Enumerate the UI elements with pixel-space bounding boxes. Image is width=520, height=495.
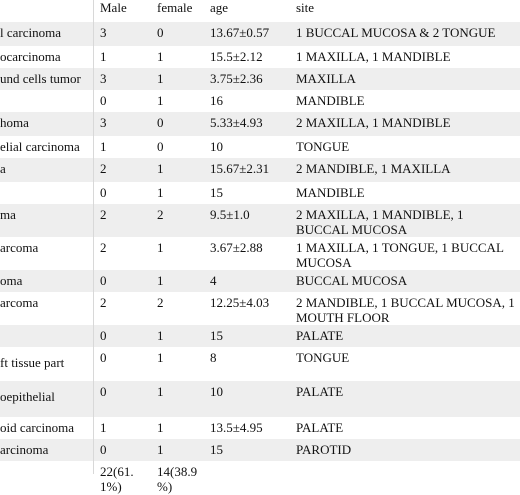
male-cell: 0 — [93, 381, 150, 417]
table-row — [0, 439, 520, 461]
female-cell: 1 — [150, 90, 203, 112]
diagnosis-cell — [0, 461, 93, 495]
site-cell: PALATE — [289, 325, 520, 347]
age-cell: 15.5±2.12 — [203, 46, 289, 68]
male-cell: 3 — [93, 68, 150, 90]
female-cell: 0 — [150, 136, 203, 158]
diagnosis-cell: ma — [0, 204, 93, 237]
table-row — [0, 204, 520, 237]
female-cell: 0 — [150, 22, 203, 46]
site-cell: PALATE — [289, 417, 520, 439]
male-total-line-2: 1%) — [100, 479, 122, 494]
female-total-line: 14(38.9 — [157, 464, 198, 479]
table-row — [0, 417, 520, 439]
age-cell: 3.67±2.88 — [203, 237, 289, 270]
diagnosis-cell: und cells tumor — [0, 68, 93, 90]
table-row — [0, 22, 520, 46]
table-row — [0, 292, 520, 325]
site-cell: MANDIBLE — [289, 182, 520, 204]
table-row — [0, 347, 520, 381]
male-total-line: 22(61. — [100, 464, 134, 479]
table-row — [0, 381, 520, 417]
diagnosis-cell: elial carcinoma — [0, 136, 93, 158]
female-cell: 1 — [150, 68, 203, 90]
age-cell: 15 — [203, 325, 289, 347]
site-cell: TONGUE — [289, 136, 520, 158]
diagnosis-cell: ft tissue part — [0, 347, 93, 381]
diagnosis-cell: l carcinoma — [0, 22, 93, 46]
diagnosis-cell: oma — [0, 270, 93, 292]
age-cell: 5.33±4.93 — [203, 112, 289, 136]
age-cell: 12.25±4.03 — [203, 292, 289, 325]
table-row — [0, 182, 520, 204]
diagnosis-cell: ocarcinoma — [0, 46, 93, 68]
female-cell: 2 — [150, 292, 203, 325]
header-row — [0, 0, 520, 22]
site-cell — [289, 292, 520, 325]
age-cell: 10 — [203, 136, 289, 158]
female-cell: 1 — [150, 325, 203, 347]
male-cell: 0 — [93, 90, 150, 112]
site-line-2: MUCOSA — [296, 255, 352, 270]
male-cell: 1 — [93, 417, 150, 439]
diagnosis-cell — [0, 90, 93, 112]
female-cell: 1 — [150, 381, 203, 417]
table-row — [0, 112, 520, 136]
female-cell: 1 — [150, 237, 203, 270]
header-age: age — [203, 0, 289, 22]
age-cell: 9.5±1.0 — [203, 204, 289, 237]
header-site: site — [289, 0, 520, 22]
diagnosis-cell: arcoma — [0, 292, 93, 325]
site-cell: PAROTID — [289, 439, 520, 461]
age-cell: 15 — [203, 439, 289, 461]
age-cell: 16 — [203, 90, 289, 112]
male-cell: 0 — [93, 270, 150, 292]
diagnosis-cell: homa — [0, 112, 93, 136]
site-cell: BUCCAL MUCOSA — [289, 270, 520, 292]
site-cell: 1 MAXILLA, 1 MANDIBLE — [289, 46, 520, 68]
header-diagnosis — [0, 0, 93, 22]
male-cell: 3 — [93, 22, 150, 46]
site-cell: 2 MANDIBLE, 1 MAXILLA — [289, 158, 520, 182]
site-cell: 1 BUCCAL MUCOSA & 2 TONGUE — [289, 22, 520, 46]
table-row — [0, 68, 520, 90]
age-cell: 15.67±2.31 — [203, 158, 289, 182]
age-cell: 3.75±2.36 — [203, 68, 289, 90]
diagnosis-cell: a — [0, 158, 93, 182]
table-row — [0, 46, 520, 68]
site-cell — [289, 204, 520, 237]
site-line-2: MOUTH FLOOR — [296, 310, 390, 325]
male-cell: 0 — [93, 182, 150, 204]
male-cell: 2 — [93, 237, 150, 270]
diagnosis-cell: arcinoma — [0, 439, 93, 461]
diagnosis-cell — [0, 325, 93, 347]
male-cell: 0 — [93, 347, 150, 381]
site-cell: MANDIBLE — [289, 90, 520, 112]
site-line: 1 MAXILLA, 1 TONGUE, 1 BUCCAL — [296, 240, 504, 255]
header-female: female — [150, 0, 203, 22]
diagnosis-cell: oepithelial — [0, 381, 93, 417]
male-cell: 2 — [93, 204, 150, 237]
site-cell — [289, 461, 520, 495]
site-cell: TONGUE — [289, 347, 520, 381]
diagnosis-cell — [0, 182, 93, 204]
female-cell: 1 — [150, 270, 203, 292]
table-row — [0, 270, 520, 292]
table-row — [0, 461, 520, 495]
male-cell: 0 — [93, 439, 150, 461]
age-cell: 15 — [203, 182, 289, 204]
male-cell: 0 — [93, 325, 150, 347]
site-line: 2 MANDIBLE, 1 BUCCAL MUCOSA, 1 — [296, 295, 515, 310]
site-line-2: BUCCAL MUCOSA — [296, 222, 408, 237]
table-row — [0, 325, 520, 347]
table-row — [0, 237, 520, 270]
female-cell: 1 — [150, 347, 203, 381]
site-cell: PALATE — [289, 381, 520, 417]
female-total-line-2: %) — [157, 479, 173, 494]
age-cell: 10 — [203, 381, 289, 417]
male-cell: 1 — [93, 136, 150, 158]
female-cell: 1 — [150, 439, 203, 461]
table-row — [0, 90, 520, 112]
site-line: 2 MAXILLA, 1 MANDIBLE, 1 — [296, 207, 464, 222]
female-cell — [150, 461, 203, 495]
male-cell: 2 — [93, 292, 150, 325]
diagnosis-cell: oid carcinoma — [0, 417, 93, 439]
site-cell: 2 MAXILLA, 1 MANDIBLE — [289, 112, 520, 136]
table-row — [0, 136, 520, 158]
male-cell: 3 — [93, 112, 150, 136]
column-divider — [93, 0, 94, 474]
site-cell: MAXILLA — [289, 68, 520, 90]
diagnosis-cell: arcoma — [0, 237, 93, 270]
male-cell: 1 — [93, 46, 150, 68]
age-cell: 13.5±4.95 — [203, 417, 289, 439]
female-cell: 1 — [150, 182, 203, 204]
age-cell: 8 — [203, 347, 289, 381]
age-cell: 13.67±0.57 — [203, 22, 289, 46]
female-cell: 1 — [150, 46, 203, 68]
male-cell — [93, 461, 150, 495]
female-cell: 1 — [150, 417, 203, 439]
female-cell: 2 — [150, 204, 203, 237]
female-cell: 1 — [150, 158, 203, 182]
site-cell — [289, 237, 520, 270]
age-cell — [203, 461, 289, 495]
male-cell: 2 — [93, 158, 150, 182]
female-cell: 0 — [150, 112, 203, 136]
table-row — [0, 158, 520, 182]
header-male: Male — [93, 0, 150, 22]
age-cell: 4 — [203, 270, 289, 292]
